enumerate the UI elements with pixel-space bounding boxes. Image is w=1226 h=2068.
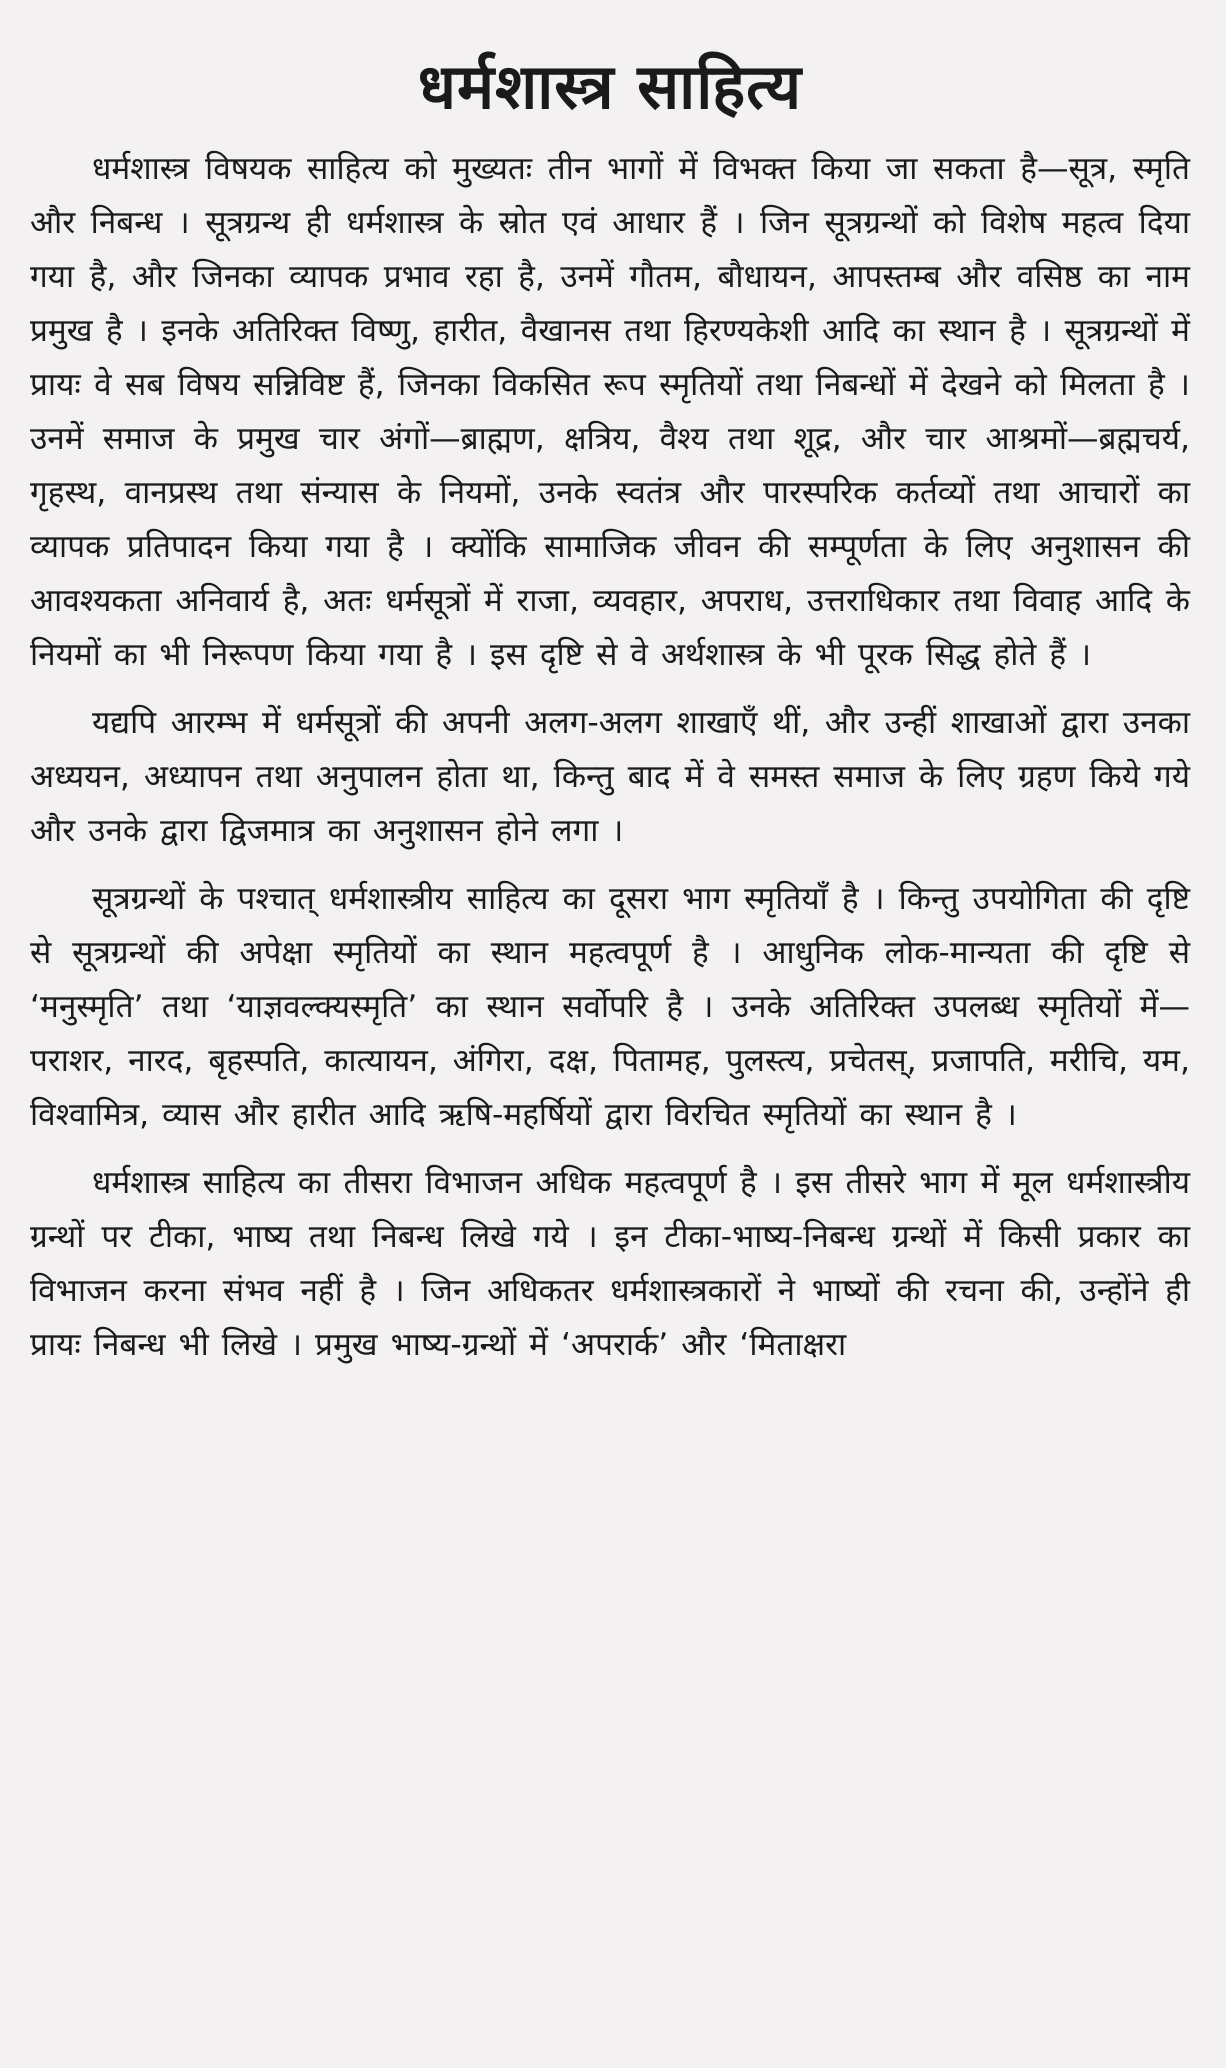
paragraph-2: यद्यपि आरम्भ में धर्मसूत्रों की अपनी अलग-अलग शाखाएँ थीं, और उन्हीं शाखाओं द्वारा उनका अध्ययन, अध्यापन तथा अनुपालन होता था, किन्तु बाद में वे समस्त समाज के लिए ग्रहण किये गये और उनके द्वारा द्विजमात्र का अनुशासन होने लगा ।	[30, 705, 1190, 849]
paragraph-3: सूत्रग्रन्थों के पश्चात् धर्मशास्त्रीय साहित्य का दूसरा भाग स्मृतियाँ है । किन्तु उपयोगिता की दृष्टि से सूत्रग्रन्थों की अपेक्षा स्मृतियों का स्थान महत्वपूर्ण है । आधुनिक लोक-मान्यता की दृष्टि से ‘मनुस्मृति’ तथा ‘याज्ञवल्क्यस्मृति’ का स्थान सर्वोपरि है । उनके अतिरिक्त उपलब्ध स्मृतियों में—पराशर, नारद, बृहस्पति, कात्यायन, अंगिरा, दक्ष, पितामह, पुलस्त्य, प्रचेतस्, प्रजापति, मरीचि, यम, विश्वामित्र, व्यास और हारीत आदि ऋषि-महर्षियों द्वारा विरचित स्मृतियों का स्थान है ।	[30, 881, 1190, 1133]
page-title: धर्मशास्त्र साहित्य	[417, 50, 803, 123]
paragraph-1: धर्मशास्त्र विषयक साहित्य को मुख्यतः तीन भागों में विभक्त किया जा सकता है—सूत्र, स्मृति और निबन्ध । सूत्रग्रन्थ ही धर्मशास्त्र के स्रोत एवं आधार हैं । जिन सूत्रग्रन्थों को विशेष महत्व दिया गया है, और जिनका व्यापक प्रभाव रहा है, उनमें गौतम, बौधायन, आपस्तम्ब और वसिष्ठ का नाम प्रमुख है । इनके अतिरिक्त विष्णु, हारीत, वैखानस तथा हिरण्यकेशी आदि का स्थान है । सूत्रग्रन्थों में प्रायः वे सब विषय सन्निविष्ट हैं, जिनका विकसित रूप स्मृतियों तथा निबन्धों में देखने को मिलता है । उनमें समाज के प्रमुख चार अंगों—ब्राह्मण, क्षत्रिय, वैश्य तथा शूद्र, और चार आश्रमों—ब्रह्मचर्य, गृहस्थ, वानप्रस्थ तथा संन्यास के नियमों, उनके स्वतंत्र और पारस्परिक कर्तव्यों तथा आचारों का व्यापक प्रतिपादन किया गया है । क्योंकि सामाजिक जीवन की सम्पूर्णता के लिए अनुशासन की आवश्यकता अनिवार्य है, अतः धर्मसूत्रों में राजा, व्यवहार, अपराध, उत्तराधिकार तथा विवाह आदि के नियमों का भी निरूपण किया गया है । इस दृष्टि से वे अर्थशास्त्र के भी पूरक सिद्ध होते हैं ।	[30, 151, 1190, 673]
paragraph-4: धर्मशास्त्र साहित्य का तीसरा विभाजन अधिक महत्वपूर्ण है । इस तीसरे भाग में मूल धर्मशास्त्रीय ग्रन्थों पर टीका, भाष्य तथा निबन्ध लिखे गये । इन टीका-भाष्य-निबन्ध ग्रन्थों में किसी प्रकार का विभाजन करना संभव नहीं है । जिन अधिकतर धर्मशास्त्रकारों ने भाष्यों की रचना की, उन्होंने ही प्रायः निबन्ध भी लिखे । प्रमुख भाष्य-ग्रन्थों में ‘अपरार्क’ और ‘मिताक्षरा	[30, 1165, 1190, 1363]
